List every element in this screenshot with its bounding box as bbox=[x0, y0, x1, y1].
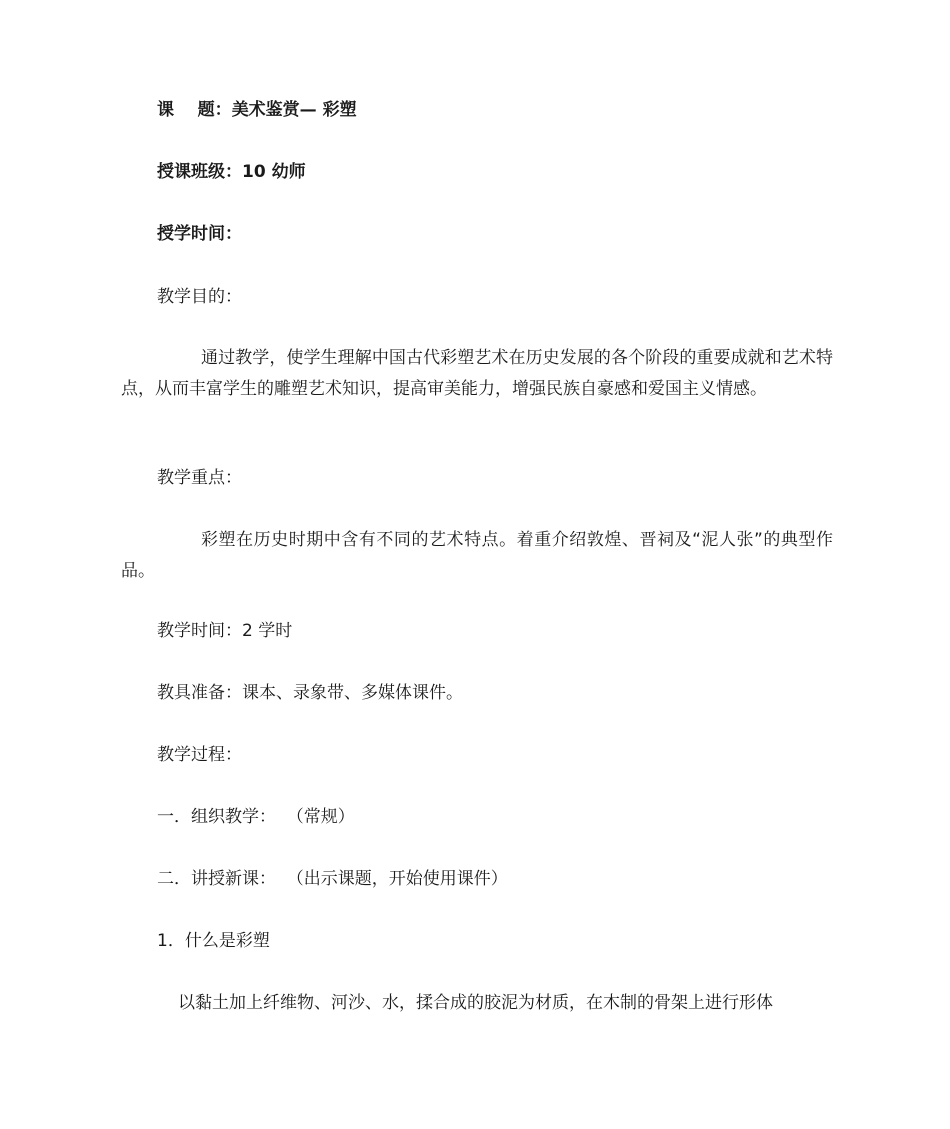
step-two-line: 二．讲授新课： （出示课题，开始使用课件） bbox=[157, 869, 508, 889]
subject-value: 美术鉴赏— 彩塑 bbox=[231, 100, 357, 120]
teaching-time-label: 授学时间： bbox=[157, 224, 242, 244]
class-value: 10 幼师 bbox=[242, 162, 306, 182]
goal-heading: 教学目的： bbox=[157, 287, 242, 307]
focus-heading: 教学重点： bbox=[157, 468, 242, 488]
subject-line bbox=[157, 98, 357, 122]
process-heading: 教学过程： bbox=[157, 745, 242, 765]
step-one-line: 一．组织教学： （常规） bbox=[157, 807, 355, 827]
duration-line: 教学时间：2 学时 bbox=[157, 621, 293, 641]
focus-paragraph: 彩塑在历史时期中含有不同的艺术特点。着重介绍敦煌、晋祠及“泥人张”的典型作品。 bbox=[121, 530, 833, 581]
class-label: 授课班级： bbox=[157, 162, 242, 182]
sub-one-heading: 1．什么是彩塑 bbox=[157, 931, 270, 951]
definition-line: 以黏土加上纤维物、河沙、水，揉合成的胶泥为材质，在木制的骨架上进行形体 bbox=[178, 993, 773, 1013]
subject-label: 课 题： bbox=[157, 100, 232, 120]
tools-line: 教具准备：课本、录象带、多媒体课件。 bbox=[157, 683, 463, 703]
class-line bbox=[157, 160, 306, 184]
goal-paragraph: 通过教学，使学生理解中国古代彩塑艺术在历史发展的各个阶段的重要成就和艺术特点，从而丰富学生的雕塑艺术知识，提高审美能力，增强民族自豪感和爱国主义情感。 bbox=[121, 348, 833, 399]
